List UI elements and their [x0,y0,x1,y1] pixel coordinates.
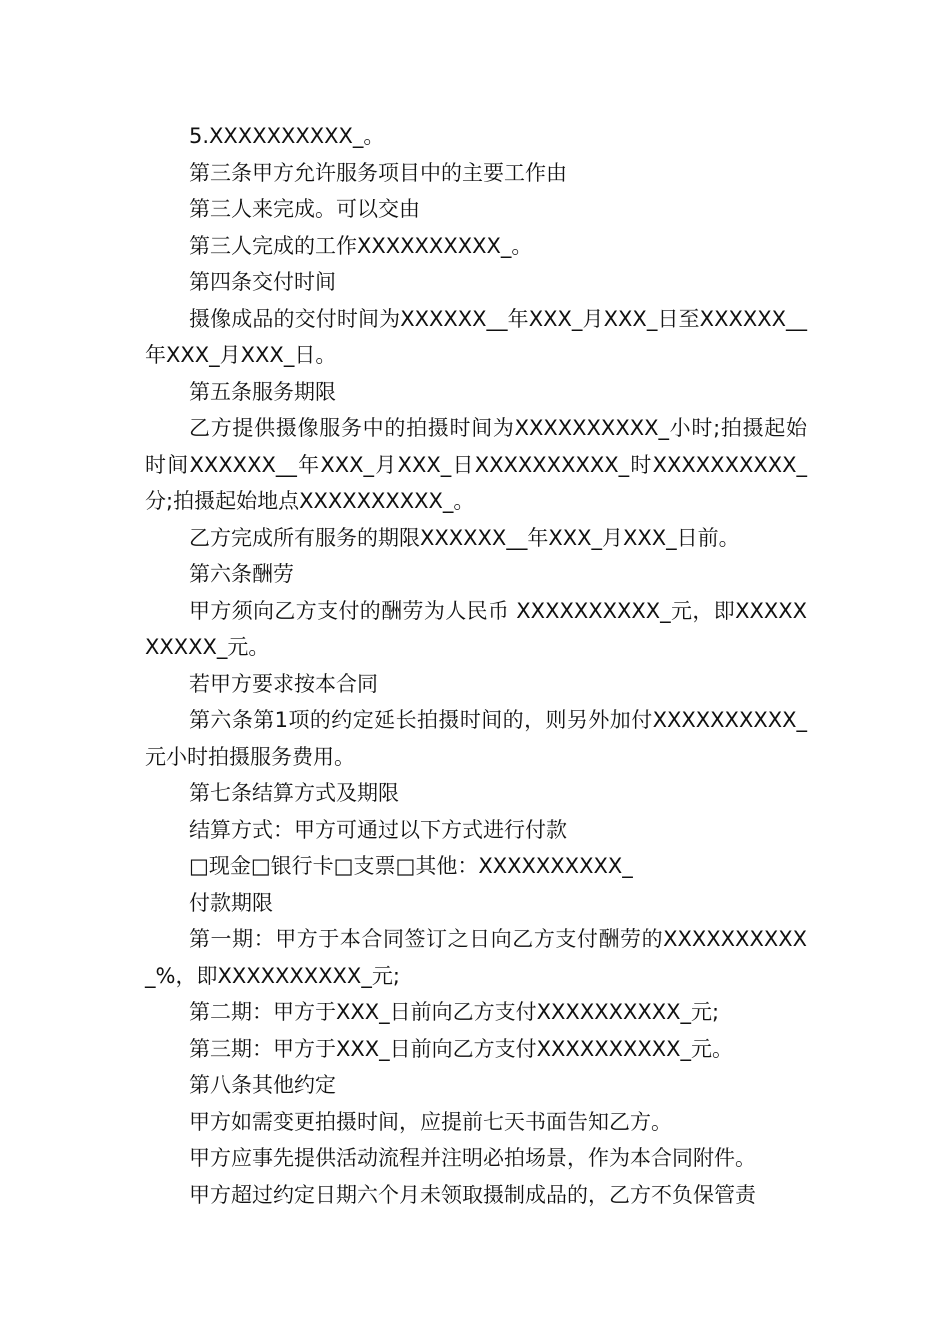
first-installment-paragraph: 第一期：甲方于本合同签订之日向乙方支付酬劳的XXXXXXXXXX_%，即XXXXXXXXXX_元; [145,927,807,988]
clause-4-heading: 第四条交付时间 [189,270,336,294]
clause-8-heading: 第八条其他约定 [189,1073,336,1097]
document-body [145,118,807,1213]
paragraph: 甲方应事先提供活动流程并注明必拍场景，作为本合同附件。 [189,1146,756,1170]
payment-method-paragraph: 结算方式：甲方可通过以下方式进行付款 [189,817,567,842]
payment-term-heading: 付款期限 [189,890,273,915]
extension-fee-paragraph: 第六条第1项的约定延长拍摄时间的，则另外加付XXXXXXXXXX_元小时拍摄服务费用。 [145,708,807,769]
shooting-time-paragraph: 乙方提供摄像服务中的拍摄时间为XXXXXXXXXX_小时;拍摄起始时间XXXXXX__年XXX_月XXX_日XXXXXXXXXX_时XXXXXXXXXX_分;拍摄起始地点XXXXXXXXXX_。 [145,416,807,513]
clause-3-heading: 第三条甲方允许服务项目中的主要工作由 [189,160,567,185]
clause-6-heading: 第六条酬劳 [189,562,294,586]
second-installment-paragraph: 第二期：甲方于XXX_日前向乙方支付XXXXXXXXXX_元; [189,1000,720,1024]
remuneration-paragraph: 甲方须向乙方支付的酬劳为人民币 XXXXXXXXXX_元，即XXXXXXXXXX_元。 [145,598,807,659]
third-installment-paragraph: 第三期：甲方于XXX_日前向乙方支付XXXXXXXXXX_元。 [189,1036,734,1061]
paragraph-item-5: 5.XXXXXXXXXX_。 [189,124,385,148]
clause-5-heading: 第五条服务期限 [189,379,336,404]
paragraph: 甲方如需变更拍摄时间，应提前七天书面告知乙方。 [189,1109,672,1134]
paragraph: 第三人来完成。可以交由 [189,197,420,221]
paragraph: 第三人完成的工作XXXXXXXXXX_。 [189,233,533,258]
clause-7-heading: 第七条结算方式及期限 [189,781,399,805]
paragraph: 甲方超过约定日期六个月未领取摄制成品的，乙方不负保管责 [189,1182,756,1207]
paragraph: 若甲方要求按本合同 [189,671,378,696]
payment-options-checkboxes: □现金□银行卡□支票□其他：XXXXXXXXXX_ [189,854,633,878]
service-deadline-paragraph: 乙方完成所有服务的期限XXXXXX__年XXX_月XXX_日前。 [189,525,740,550]
delivery-time-paragraph: 摄像成品的交付时间为XXXXXX__年XXX_月XXX_日至XXXXXX__年XXX_月XXX_日。 [145,306,807,367]
